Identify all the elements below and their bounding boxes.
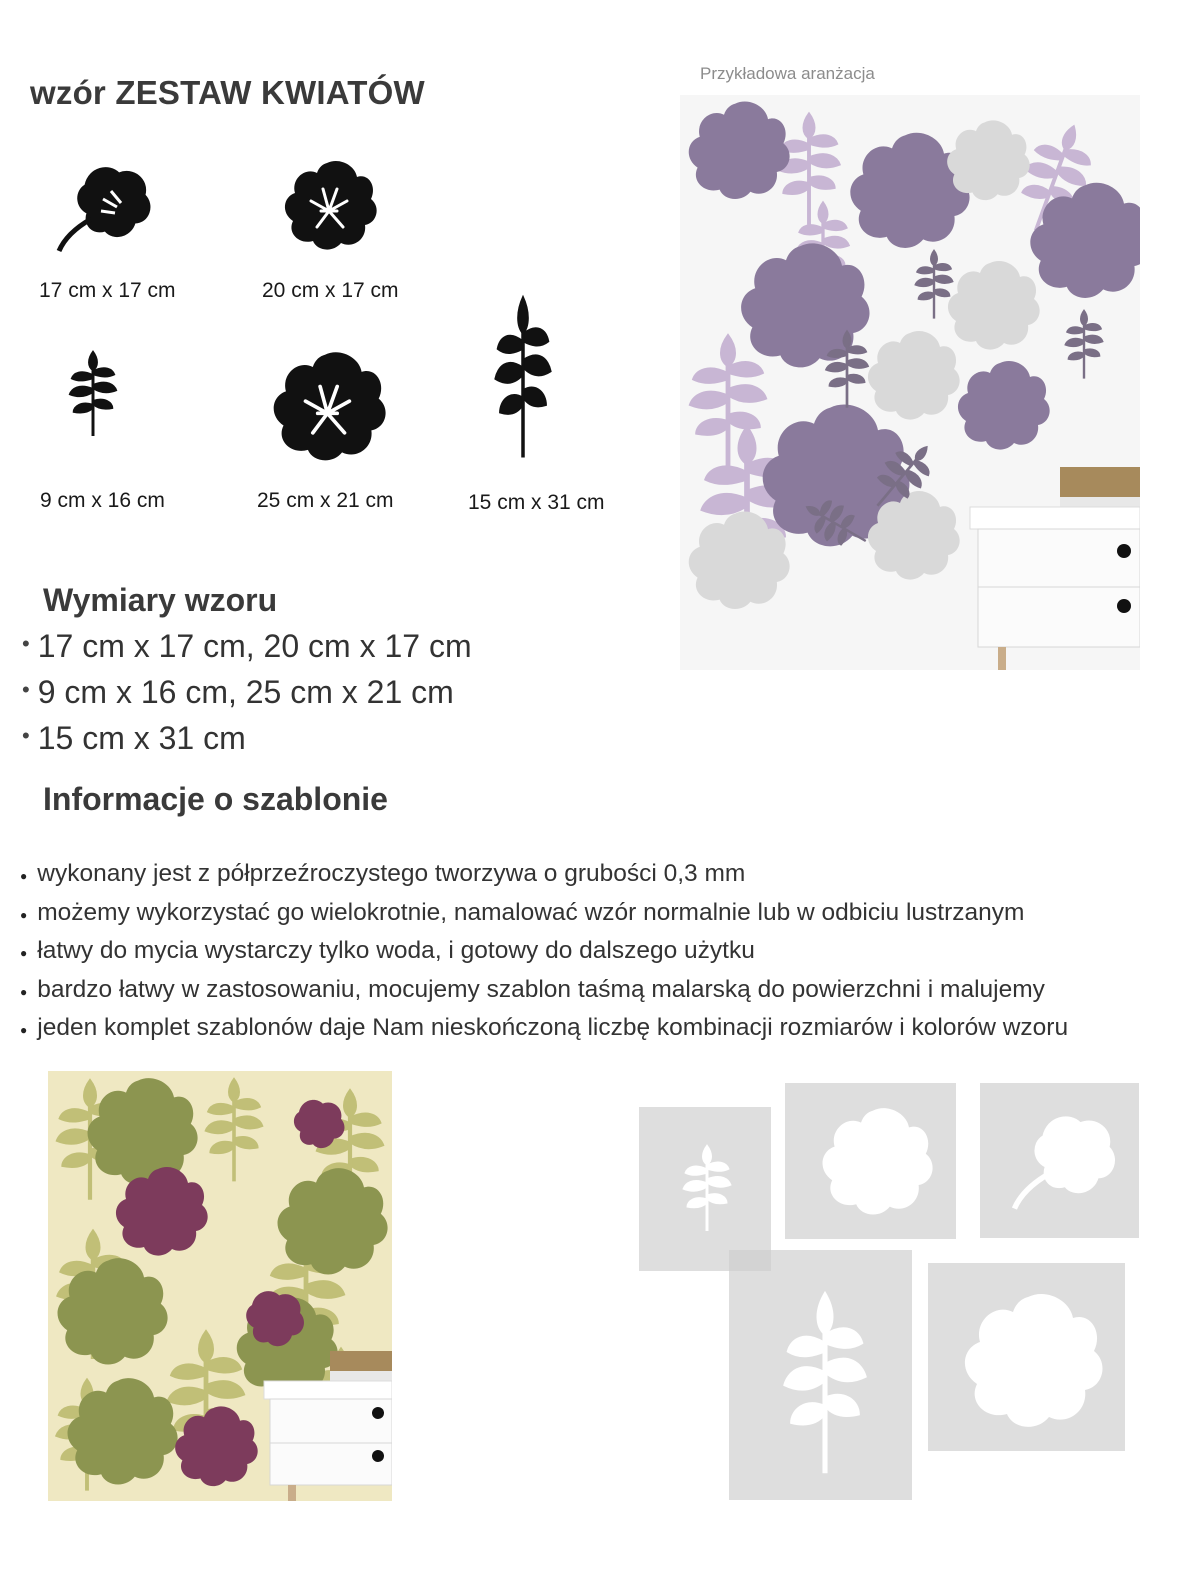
- shape-caption: 9 cm x 16 cm: [40, 489, 165, 512]
- olive-plum-arrangement-photo: [48, 1071, 392, 1501]
- list-item: ● możemy wykorzystać go wielokrotnie, namalować wzór normalnie lub w odbiciu lustrzanym: [20, 895, 1068, 934]
- list-item: • 17 cm x 17 cm, 20 cm x 17 cm: [22, 622, 472, 668]
- list-item: ● jeden komplet szablonów daje Nam nieskończoną liczbę kombinacji rozmiarów i kolorów wzoru: [20, 1010, 1068, 1049]
- shape-caption: 25 cm x 21 cm: [257, 489, 394, 512]
- example-arrangement-photo: [680, 95, 1140, 670]
- shape-caption: 15 cm x 31 cm: [468, 491, 605, 514]
- list-item: ● bardzo łatwy w zastosowaniu, mocujemy szablon taśmą malarską do powierzchni i malujemy: [20, 972, 1068, 1011]
- large-poppy-flower-icon: [250, 345, 400, 467]
- shape-caption: 20 cm x 17 cm: [262, 279, 399, 302]
- list-item: ● wykonany jest z półprzeźroczystego tworzywa o grubości 0,3 mm: [20, 856, 1068, 895]
- flower-bud-icon: [50, 155, 160, 255]
- stencil-sheet-branch: [729, 1250, 912, 1500]
- list-item: ● łatwy do mycia wystarczy tylko woda, i gotowy do dalszego użytku: [20, 933, 1068, 972]
- list-item: • 15 cm x 31 cm: [22, 714, 472, 760]
- page-title: wzór ZESTAW KWIATÓW: [30, 74, 425, 111]
- shape-caption: 17 cm x 17 cm: [39, 279, 176, 302]
- small-leaf-sprig-icon: [62, 345, 124, 440]
- example-arrangement-label: Przykładowa aranżacja: [700, 64, 875, 83]
- info-heading: Informacje o szablonie: [43, 781, 388, 817]
- dimensions-heading: Wymiary wzoru: [43, 582, 278, 618]
- tall-leaf-branch-icon: [488, 285, 558, 465]
- stencil-sheet-sprig: [639, 1107, 771, 1271]
- list-item: • 9 cm x 16 cm, 25 cm x 21 cm: [22, 668, 472, 714]
- stencil-sheet-large-poppy: [928, 1263, 1125, 1451]
- poppy-flower-icon: [268, 155, 386, 255]
- info-list: [20, 856, 1068, 1049]
- stencil-sheet-poppy: [785, 1083, 956, 1239]
- dimensions-list: [22, 622, 472, 760]
- stencil-sheet-bud: [980, 1083, 1139, 1238]
